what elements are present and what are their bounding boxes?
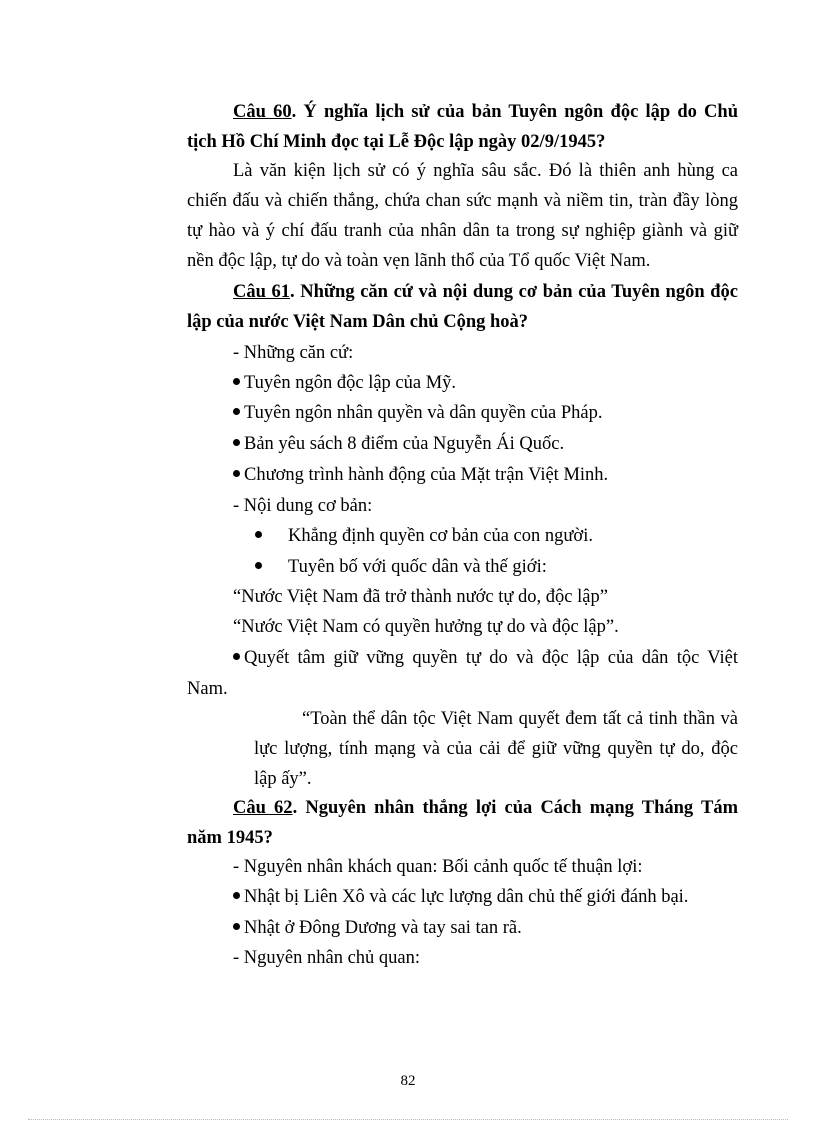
- q61-base-text: Tuyên ngôn độc lập của Mỹ.: [244, 373, 457, 393]
- q61-title-line2: lập của nước Việt Nam Dân chủ Cộng hoà?: [187, 312, 529, 332]
- q61-final-quote-line1: “Toàn thể dân tộc Việt Nam quyết đem tất cả tinh thần và: [302, 709, 738, 729]
- bullet-icon: [255, 562, 262, 569]
- q61-resolve-line1: [233, 646, 738, 670]
- q61-content-item: [255, 524, 593, 548]
- bullet-icon: [233, 470, 240, 477]
- q61-quote-line1: “Nước Việt Nam đã trở thành nước tự do, độc lập”: [233, 587, 608, 607]
- q61-resolve-text: Quyết tâm giữ vững quyền tự do và độc lập của dân tộc Việt: [244, 648, 738, 668]
- q61-base-text: Tuyên ngôn nhân quyền và dân quyền của Pháp.: [244, 403, 603, 423]
- q62-objective-text: Nhật bị Liên Xô và các lực lượng dân chủ thế giới đánh bại.: [244, 887, 689, 907]
- q61-base-item: [233, 463, 608, 487]
- q60-body-line4: nền độc lập, tự do và toàn vẹn lãnh thổ của Tổ quốc Việt Nam.: [187, 251, 651, 271]
- q61-title-line1: [233, 280, 738, 304]
- q60-body-line3: tự hào và ý chí đấu tranh của nhân dân ta trong sự nghiệp giành và giữ: [187, 221, 738, 241]
- q60-label: Câu 60: [233, 102, 292, 122]
- bullet-icon: [233, 408, 240, 415]
- q60-title-line2: tịch Hồ Chí Minh đọc tại Lễ Độc lập ngày 02/9/1945?: [187, 132, 606, 152]
- q61-bases-heading: - Những căn cứ:: [233, 343, 354, 363]
- page-footer-divider: [28, 1119, 788, 1120]
- q61-final-quote-line2: lực lượng, tính mạng và của cải để giữ vững quyền tự do, độc: [254, 739, 738, 759]
- q62-objective-item: [233, 885, 688, 909]
- bullet-icon: [233, 439, 240, 446]
- q60-title-line1: [233, 100, 738, 124]
- bullet-icon: [255, 531, 262, 538]
- q62-title-text: . Nguyên nhân thắng lợi của Cách mạng Tháng Tám: [292, 798, 738, 818]
- q61-base-text: Bản yêu sách 8 điểm của Nguyễn Ái Quốc.: [244, 434, 565, 454]
- q61-content-text: Khẳng định quyền cơ bản của con người.: [288, 526, 593, 546]
- q61-quote-line2: “Nước Việt Nam có quyền hưởng tự do và độc lập”.: [233, 617, 619, 637]
- q60-title-text: . Ý nghĩa lịch sử của bản Tuyên ngôn độc lập do Chủ: [291, 102, 738, 122]
- q60-body-line1: Là văn kiện lịch sử có ý nghĩa sâu sắc. Đó là thiên anh hùng ca: [233, 161, 738, 181]
- bullet-icon: [233, 378, 240, 385]
- q62-title-line2: năm 1945?: [187, 828, 273, 848]
- q61-base-text: Chương trình hành động của Mặt trận Việt Minh.: [244, 465, 609, 485]
- q61-content-item: [255, 555, 547, 579]
- bullet-icon: [233, 923, 240, 930]
- q61-content-heading: - Nội dung cơ bản:: [233, 496, 373, 516]
- q62-objective-item: [233, 916, 522, 940]
- q62-label: Câu 62: [233, 798, 293, 818]
- q61-base-item: [233, 432, 564, 456]
- q61-resolve-line2: Nam.: [187, 679, 228, 699]
- q60-body-line2: chiến đấu và chiến thắng, chứa chan sức mạnh và niềm tin, tràn đầy lòng: [187, 191, 738, 211]
- q61-title-text: . Những căn cứ và nội dung cơ bản của Tuyên ngôn độc: [290, 282, 738, 302]
- q61-base-item: [233, 401, 602, 425]
- q62-subjective-heading: - Nguyên nhân chủ quan:: [233, 948, 421, 968]
- q61-label: Câu 61: [233, 282, 291, 302]
- q62-objective-text: Nhật ở Đông Dương và tay sai tan rã.: [244, 918, 522, 938]
- q61-content-text: Tuyên bố với quốc dân và thế giới:: [288, 557, 547, 577]
- bullet-icon: [233, 653, 240, 660]
- bullet-icon: [233, 892, 240, 899]
- q62-title-line1: [233, 796, 738, 820]
- page-number: 82: [400, 1073, 416, 1089]
- q61-final-quote-line3: lập ấy”.: [254, 769, 312, 789]
- q62-objective-heading: - Nguyên nhân khách quan: Bối cảnh quốc tế thuận lợi:: [233, 857, 643, 877]
- q61-base-item: [233, 371, 456, 395]
